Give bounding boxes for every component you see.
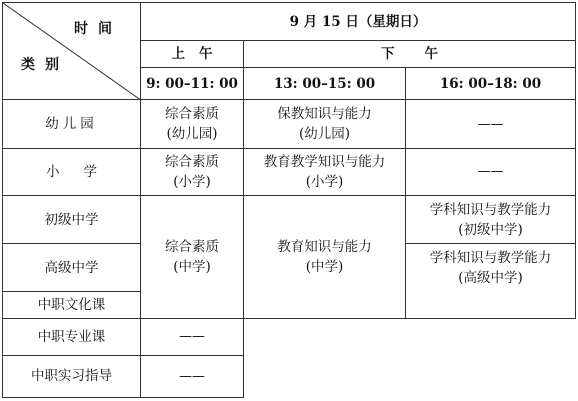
afternoon-label: 下午 xyxy=(381,46,468,63)
morning-header xyxy=(141,41,244,68)
cell-junior-afternoon-2 xyxy=(406,195,576,243)
empty-dash: —— xyxy=(477,116,504,132)
exam-schedule-table xyxy=(2,2,576,398)
cell-vocational-professional-afternoon-2 xyxy=(141,318,244,355)
table-row-vocational-internship xyxy=(3,355,576,397)
subject-level: (幼儿园) xyxy=(166,126,218,143)
afternoon-header xyxy=(244,41,576,68)
empty-dash: —— xyxy=(179,368,205,384)
category-primary xyxy=(3,148,141,195)
subject-level: (小学) xyxy=(173,173,211,190)
category-label: 小学 xyxy=(46,163,121,180)
subject-name: 综合素质 xyxy=(165,106,219,123)
subject-name: 保教知识与能力 xyxy=(277,106,372,123)
subject-level: (小学) xyxy=(305,173,344,190)
table-row-kindergarten xyxy=(3,100,576,148)
category-vocational-professional xyxy=(3,318,141,355)
subject-name: 学科知识与教学能力 xyxy=(429,201,552,218)
cell-primary-morning xyxy=(141,148,244,195)
category-label: 中职实习指导 xyxy=(31,368,112,385)
cell-middle-afternoon-1 xyxy=(244,195,406,318)
cell-primary-afternoon-1 xyxy=(244,148,406,195)
category-label: 中职文化课 xyxy=(37,296,106,313)
morning-label: 上午 xyxy=(171,46,227,63)
subject-level: (初级中学) xyxy=(458,221,523,238)
category-kindergarten xyxy=(3,100,141,148)
category-senior xyxy=(3,244,141,292)
table-row-junior xyxy=(3,195,576,243)
category-label: 初级中学 xyxy=(44,211,99,228)
corner-diagonal-line xyxy=(3,3,140,99)
cell-middle-morning xyxy=(141,195,244,318)
category-junior xyxy=(3,195,141,243)
category-label: 幼儿园 xyxy=(45,116,98,133)
subject-name: 综合素质 xyxy=(165,153,219,170)
cell-kindergarten-afternoon-2 xyxy=(406,100,576,148)
header-row-date xyxy=(3,3,576,41)
corner-category-label: 类别 xyxy=(21,57,69,74)
cell-senior-afternoon-2 xyxy=(406,244,576,318)
category-vocational-culture xyxy=(3,292,141,318)
empty-dash: —— xyxy=(179,329,205,345)
cell-kindergarten-morning xyxy=(141,100,244,148)
table-row-vocational-professional xyxy=(3,318,576,355)
cell-kindergarten-afternoon-1 xyxy=(244,100,406,148)
subject-level: (幼儿园) xyxy=(298,126,351,143)
subject-level: (高级中学) xyxy=(458,270,523,287)
slot-afternoon-2: 16: 00–18: 00 xyxy=(406,68,576,100)
category-label: 中职专业课 xyxy=(37,328,106,345)
empty-dash: —— xyxy=(477,164,504,180)
slot-morning: 9: 00–11: 00 xyxy=(141,68,244,100)
category-label: 高级中学 xyxy=(44,259,99,276)
date-header: 9 月 15 日（星期日） xyxy=(141,3,576,41)
corner-time-label: 时间 xyxy=(74,21,122,37)
subject-level: (中学) xyxy=(305,258,344,275)
category-vocational-internship xyxy=(3,355,141,397)
subject-name: 综合素质 xyxy=(165,238,219,255)
table-row-primary xyxy=(3,148,576,195)
cell-primary-afternoon-2 xyxy=(406,148,576,195)
subject-name: 学科知识与教学能力 xyxy=(429,250,552,267)
subject-name: 教育教学知识与能力 xyxy=(263,153,386,170)
subject-name: 教育知识与能力 xyxy=(277,238,372,255)
corner-cell xyxy=(3,3,141,100)
subject-level: (中学) xyxy=(173,258,211,275)
cell-vocational-internship-afternoon-2 xyxy=(141,355,244,397)
slot-afternoon-1: 13: 00–15: 00 xyxy=(244,68,406,100)
